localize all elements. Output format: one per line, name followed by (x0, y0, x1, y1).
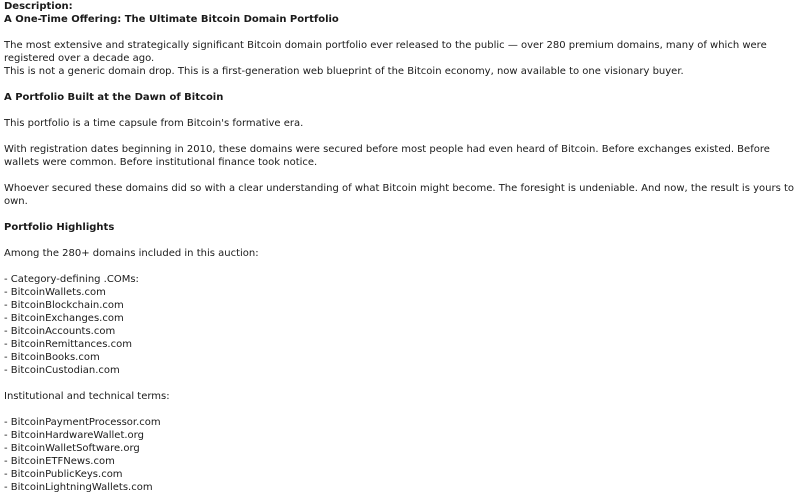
section1-paragraph-2: With registration dates beginning in 2010, these domains were secured before most people had even heard of Bitcoin. Before exchanges existed. Before wallets were common. Before institutional finance took notice. (4, 144, 770, 168)
group1-label: - Category-defining .COMs: (4, 274, 139, 285)
list-item: - BitcoinCustodian.com (4, 365, 120, 376)
listing-description (4, 0, 796, 494)
intro-paragraph-2: This is not a generic domain drop. This is a first-generation web blueprint of the Bitcoin economy, now available to one visionary buyer. (4, 66, 684, 77)
list-item: - BitcoinRemittances.com (4, 339, 132, 350)
intro-paragraph-1: The most extensive and strategically significant Bitcoin domain portfolio ever released to the public — over 280 premium domains, many of which were registered over a decade ago. (4, 40, 767, 64)
list-item: - BitcoinLightningWallets.com (4, 482, 153, 493)
list-item: - BitcoinBlockchain.com (4, 300, 124, 311)
list-item: - BitcoinWallets.com (4, 287, 106, 298)
section1-paragraph-1: This portfolio is a time capsule from Bitcoin's formative era. (4, 118, 304, 129)
section-heading-dawn: A Portfolio Built at the Dawn of Bitcoin (4, 92, 224, 103)
group2-label: Institutional and technical terms: (4, 391, 170, 402)
list-item: - BitcoinPublicKeys.com (4, 469, 123, 480)
description-label: Description: (4, 1, 73, 12)
list-item: - BitcoinBooks.com (4, 352, 100, 363)
section1-paragraph-3: Whoever secured these domains did so with a clear understanding of what Bitcoin might become. The foresight is undeniable. And now, the result is yours to own. (4, 183, 794, 207)
highlights-intro: Among the 280+ domains included in this auction: (4, 248, 259, 259)
list-item: - BitcoinAccounts.com (4, 326, 116, 337)
list-item: - BitcoinETFNews.com (4, 456, 115, 467)
group1-list (4, 286, 796, 377)
list-item: - BitcoinWalletSoftware.org (4, 443, 140, 454)
list-item: - BitcoinExchanges.com (4, 313, 124, 324)
section-heading-highlights: Portfolio Highlights (4, 222, 115, 233)
group2-list (4, 416, 796, 494)
list-item: - BitcoinHardwareWallet.org (4, 430, 144, 441)
list-item: - BitcoinPaymentProcessor.com (4, 417, 161, 428)
listing-title: A One-Time Offering: The Ultimate Bitcoin Domain Portfolio (4, 14, 339, 25)
